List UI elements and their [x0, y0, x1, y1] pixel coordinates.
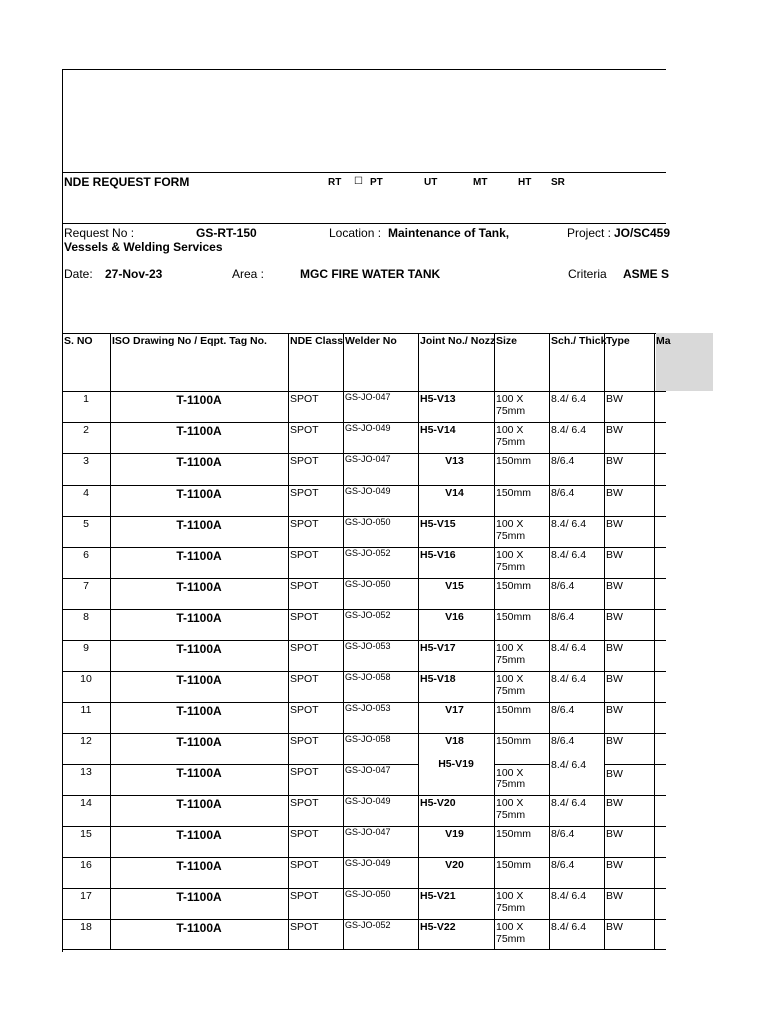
row-sch: 8.4/ 6.4	[551, 549, 587, 561]
row-joint: H5-V15	[420, 518, 456, 530]
row-sno: 11	[80, 704, 92, 716]
row-welder: GS-JO-050	[345, 579, 391, 589]
method-rt: RT	[328, 177, 342, 188]
row-type: BW	[606, 580, 623, 592]
col-tag-header: ISO Drawing No / Eqpt. Tag No.	[112, 335, 267, 347]
row-sno: 6	[83, 549, 89, 561]
row-sch: 8.4/ 6.4	[551, 518, 587, 530]
row-type: BW	[606, 393, 623, 405]
row-size: 150mm	[496, 455, 532, 467]
row-type: BW	[606, 768, 623, 780]
row-size-line2: 75mm	[496, 685, 526, 697]
row-type: BW	[606, 859, 623, 871]
row-size: 100 X	[496, 549, 524, 561]
row-size: 100 X	[496, 797, 524, 809]
row-nde-class: SPOT	[290, 580, 319, 592]
row-nde-class: SPOT	[290, 611, 319, 623]
row-nde-class: SPOT	[290, 797, 319, 809]
row-welder: GS-JO-047	[345, 454, 391, 464]
row-type: BW	[606, 455, 623, 467]
row-sno: 9	[83, 642, 89, 654]
row-sch: 8/6.4	[551, 704, 575, 716]
row-joint: H5-V19	[438, 758, 474, 770]
row-sno: 4	[83, 487, 89, 499]
row-joint: H5-V13	[420, 393, 456, 405]
left-border	[62, 69, 63, 952]
row-sch: 8.4/ 6.4	[551, 890, 587, 902]
row-tag: T-1100A	[176, 704, 222, 718]
row-sno: 10	[80, 673, 92, 685]
row-joint: H5-V14	[420, 424, 456, 436]
row-tag: T-1100A	[176, 766, 222, 780]
row-type: BW	[606, 890, 623, 902]
row-nde-class: SPOT	[290, 455, 319, 467]
area-value: MGC FIRE WATER TANK	[300, 267, 441, 281]
row-size-line2: 75mm	[496, 902, 526, 914]
row-size-line2: 75mm	[496, 405, 526, 417]
location-value: Maintenance of Tank,	[388, 226, 510, 240]
row-tag: T-1100A	[176, 455, 222, 469]
row-tag: T-1100A	[176, 735, 222, 749]
location-label: Location :	[329, 226, 382, 240]
row-type: BW	[606, 828, 623, 840]
row-size-line2: 75mm	[496, 778, 526, 790]
row-size-line2: 75mm	[496, 933, 526, 945]
row-divider	[62, 949, 666, 950]
row-sch: 8.4/ 6.4	[551, 797, 587, 809]
project-value: JO/SC459	[614, 226, 671, 240]
row-sno: 1	[83, 393, 89, 405]
row-welder: GS-JO-047	[345, 392, 391, 402]
method-sr: SR	[551, 177, 565, 188]
row-sno: 5	[83, 518, 89, 530]
project-label: Project :	[567, 226, 612, 240]
col-ma-header: Ma	[656, 335, 671, 347]
row-tag: T-1100A	[176, 518, 222, 532]
area-label: Area :	[232, 267, 265, 281]
row-sno: 2	[83, 424, 89, 436]
row-welder: GS-JO-052	[345, 920, 391, 930]
row-type: BW	[606, 611, 623, 623]
criteria-value: ASME S	[623, 267, 670, 281]
row-sno: 15	[80, 828, 92, 840]
row-sch: 8.4/ 6.4	[551, 424, 587, 436]
row-nde-class: SPOT	[290, 890, 319, 902]
row-type: BW	[606, 424, 623, 436]
row-welder: GS-JO-049	[345, 423, 391, 433]
row-sch: 8/6.4	[551, 487, 575, 499]
row-nde-class: SPOT	[290, 921, 319, 933]
row-joint: H5-V22	[420, 921, 456, 933]
row-welder: GS-JO-049	[345, 858, 391, 868]
row-tag: T-1100A	[176, 859, 222, 873]
row-sno: 8	[83, 611, 89, 623]
row-welder: GS-JO-053	[345, 641, 391, 651]
date-value: 27-Nov-23	[105, 267, 163, 281]
row-type: BW	[606, 735, 623, 747]
row-size: 100 X	[496, 424, 524, 436]
row-welder: GS-JO-058	[345, 672, 391, 682]
row-sno: 12	[80, 735, 92, 747]
row-size: 100 X	[496, 393, 524, 405]
row-welder: GS-JO-049	[345, 796, 391, 806]
row-size: 150mm	[496, 828, 532, 840]
row-sch: 8.4/ 6.4	[551, 759, 587, 771]
request-label: Request No :	[64, 226, 135, 240]
row-tag: T-1100A	[176, 673, 222, 687]
col-sno-header: S. NO	[64, 335, 93, 347]
row-joint: H5-V20	[420, 797, 456, 809]
row-welder: GS-JO-047	[345, 765, 391, 775]
row-joint: H5-V21	[420, 890, 456, 902]
method-pt: PT	[370, 177, 383, 188]
row-sch: 8/6.4	[551, 859, 575, 871]
row-type: BW	[606, 642, 623, 654]
row-nde-class: SPOT	[290, 828, 319, 840]
row-welder: GS-JO-058	[345, 734, 391, 744]
row-sno: 16	[80, 859, 92, 871]
form-title: NDE REQUEST FORM	[64, 175, 190, 189]
row-size-line2: 75mm	[496, 436, 526, 448]
col-type-header: Type	[606, 335, 630, 347]
row-sch: 8.4/ 6.4	[551, 921, 587, 933]
row-nde-class: SPOT	[290, 859, 319, 871]
date-label: Date:	[64, 267, 93, 281]
row-sno: 13	[80, 766, 92, 778]
row-size-line2: 75mm	[496, 809, 526, 821]
checkbox-icon[interactable]: ☐	[354, 176, 363, 187]
row-sno: 14	[80, 797, 92, 809]
row-sch: 8/6.4	[551, 828, 575, 840]
row-sch: 8/6.4	[551, 735, 575, 747]
row-size-line2: 75mm	[496, 561, 526, 573]
row-tag: T-1100A	[176, 797, 222, 811]
row-welder: GS-JO-052	[345, 610, 391, 620]
row-sch: 8.4/ 6.4	[551, 393, 587, 405]
title-bottom-rule	[62, 223, 666, 224]
row-tag: T-1100A	[176, 487, 222, 501]
row-sch: 8/6.4	[551, 455, 575, 467]
method-ht: HT	[518, 177, 532, 188]
row-size-line2: 75mm	[496, 654, 526, 666]
row-welder: GS-JO-049	[345, 486, 391, 496]
row-joint: H5-V18	[420, 673, 456, 685]
row-sch: 8.4/ 6.4	[551, 642, 587, 654]
row-size: 150mm	[496, 487, 532, 499]
row-type: BW	[606, 549, 623, 561]
row-size: 100 X	[496, 767, 524, 779]
row-tag: T-1100A	[176, 424, 222, 438]
col-class-header: NDE Class	[290, 335, 344, 347]
row-size: 150mm	[496, 704, 532, 716]
row-size: 150mm	[496, 580, 532, 592]
row-type: BW	[606, 797, 623, 809]
row-nde-class: SPOT	[290, 487, 319, 499]
row-joint: H5-V17	[420, 642, 456, 654]
row-welder: GS-JO-050	[345, 517, 391, 527]
row-joint: V17	[445, 704, 464, 716]
row-type: BW	[606, 704, 623, 716]
row-sch: 8/6.4	[551, 611, 575, 623]
row-joint: V15	[445, 580, 464, 592]
col-joint-header: Joint No./ Nozz	[420, 335, 496, 347]
row-nde-class: SPOT	[290, 735, 319, 747]
row-tag: T-1100A	[176, 393, 222, 407]
row-joint: V20	[445, 859, 464, 871]
row-tag: T-1100A	[176, 828, 222, 842]
title-top-rule	[62, 172, 666, 173]
row-type: BW	[606, 921, 623, 933]
row-tag: T-1100A	[176, 580, 222, 594]
row-joint: V16	[445, 611, 464, 623]
row-size: 100 X	[496, 921, 524, 933]
row-nde-class: SPOT	[290, 518, 319, 530]
row-joint: V13	[445, 455, 464, 467]
row-joint: V14	[445, 487, 464, 499]
row-sch: 8.4/ 6.4	[551, 673, 587, 685]
row-nde-class: SPOT	[290, 424, 319, 436]
row-type: BW	[606, 518, 623, 530]
top-border	[62, 69, 666, 70]
row-sno: 7	[83, 580, 89, 592]
row-tag: T-1100A	[176, 611, 222, 625]
row-welder: GS-JO-052	[345, 548, 391, 558]
row-sno: 17	[80, 890, 92, 902]
row-type: BW	[606, 673, 623, 685]
row-welder: GS-JO-053	[345, 703, 391, 713]
row-nde-class: SPOT	[290, 673, 319, 685]
row-welder: GS-JO-047	[345, 827, 391, 837]
row-tag: T-1100A	[176, 890, 222, 904]
row-joint: H5-V16	[420, 549, 456, 561]
row-welder: GS-JO-050	[345, 889, 391, 899]
row-nde-class: SPOT	[290, 393, 319, 405]
row-size: 150mm	[496, 735, 532, 747]
method-mt: MT	[473, 177, 488, 188]
row-size-line2: 75mm	[496, 530, 526, 542]
col-sch-header: Sch./ Thick	[551, 335, 607, 347]
criteria-label: Criteria	[568, 267, 607, 281]
row-tag: T-1100A	[176, 549, 222, 563]
row-sch: 8/6.4	[551, 580, 575, 592]
row-nde-class: SPOT	[290, 642, 319, 654]
row-tag: T-1100A	[176, 921, 222, 935]
location-continued: Vessels & Welding Services	[64, 240, 223, 254]
row-size: 150mm	[496, 859, 532, 871]
row-tag: T-1100A	[176, 642, 222, 656]
row-divider	[494, 764, 549, 765]
row-joint: V18	[445, 735, 464, 747]
row-sno: 18	[80, 921, 92, 933]
header-top-rule	[62, 333, 656, 334]
col-size-header: Size	[496, 335, 518, 347]
row-joint: V19	[445, 828, 464, 840]
method-ut: UT	[424, 177, 438, 188]
row-nde-class: SPOT	[290, 766, 319, 778]
row-type: BW	[606, 487, 623, 499]
row-size: 100 X	[496, 642, 524, 654]
row-size: 100 X	[496, 518, 524, 530]
row-divider	[604, 764, 666, 765]
request-value: GS-RT-150	[196, 226, 257, 240]
row-nde-class: SPOT	[290, 549, 319, 561]
row-sno: 3	[83, 455, 89, 467]
row-nde-class: SPOT	[290, 704, 319, 716]
row-size: 100 X	[496, 673, 524, 685]
col-welder-header: Welder No	[345, 335, 397, 347]
row-size: 100 X	[496, 890, 524, 902]
row-size: 150mm	[496, 611, 532, 623]
